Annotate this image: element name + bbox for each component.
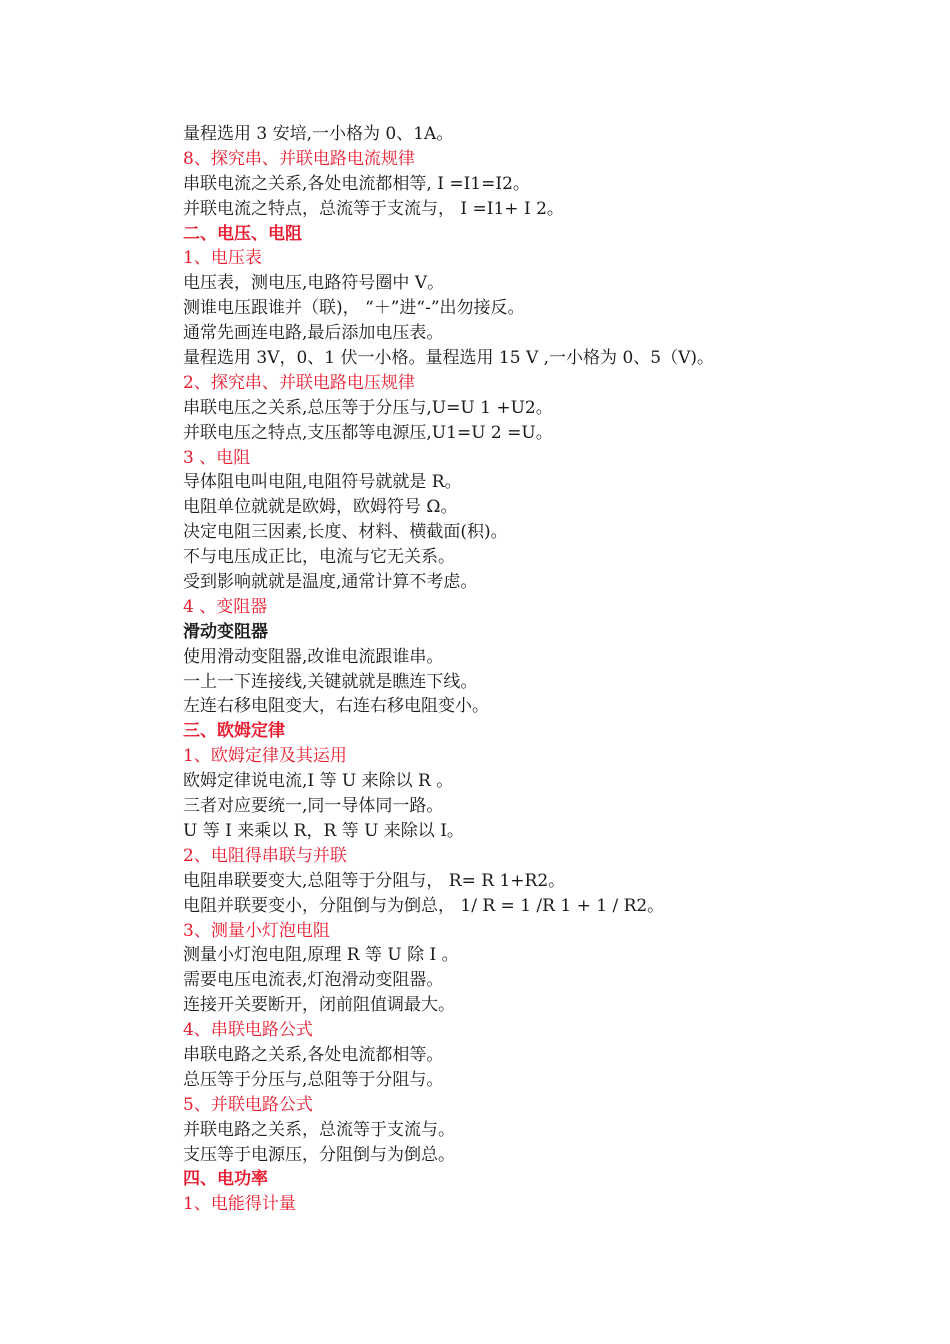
text-line: 量程选用 3 安培,一小格为 0、1A。 <box>183 124 454 144</box>
text-line: 电阻单位就就是欧姆，欧姆符号 Ω。 <box>183 497 458 518</box>
text-line: 串联电流之关系,各处电流都相等, I =I1=I2。 <box>183 173 530 194</box>
subsection-heading: 8、探究串、并联电路电流规律 <box>183 148 415 169</box>
text-line: 电阻并联要变小，分阻倒与为倒总， 1/ R = 1 /R 1 + 1 / R2。 <box>183 895 665 916</box>
text-line: 使用滑动变阻器,改谁电流跟谁串。 <box>183 646 444 667</box>
text-line: 不与电压成正比，电流与它无关系。 <box>183 547 455 568</box>
text-line: U 等 I 来乘以 R，R 等 U 来除以 I。 <box>183 820 464 841</box>
text-line: 通常先画连电路,最后添加电压表。 <box>183 323 444 344</box>
text-line: 总压等于分压与,总阻等于分阻与。 <box>183 1069 444 1090</box>
section-heading: 二、电压、电阻 <box>183 223 302 244</box>
subsection-heading: 2、电阻得串联与并联 <box>183 845 347 866</box>
text-line: 欧姆定律说电流,I 等 U 来除以 R 。 <box>183 771 454 792</box>
text-line: 三者对应要统一,同一导体同一路。 <box>183 796 444 817</box>
text-line: 电阻串联要变大,总阻等于分阻与， R= R 1+R2。 <box>183 870 566 891</box>
text-line: 测谁电压跟谁并（联)， “＋”进“-”出勿接反。 <box>183 298 525 319</box>
text-line: 量程选用 3V，0、1 伏一小格。量程选用 15 V ,一小格为 0、5（V)。 <box>183 348 714 369</box>
text-line: 需要电压电流表,灯泡滑动变阻器。 <box>183 970 444 991</box>
text-line: 电压表，测电压,电路符号圈中 V。 <box>183 273 445 294</box>
text-line: 串联电压之关系,总压等于分压与,U=U 1 +U2。 <box>183 397 553 418</box>
bold-heading: 滑动变阻器 <box>183 621 268 642</box>
text-line: 一上一下连接线,关键就就是瞧连下线。 <box>183 671 478 692</box>
text-line: 串联电路之关系,各处电流都相等。 <box>183 1044 444 1065</box>
subsection-heading: 3、测量小灯泡电阻 <box>183 920 330 941</box>
subsection-heading: 4 、变阻器 <box>183 596 268 617</box>
section-heading: 三、欧姆定律 <box>183 721 285 742</box>
subsection-heading: 4、串联电路公式 <box>183 1020 313 1041</box>
text-line: 并联电压之特点,支压都等电源压,U1=U 2 =U。 <box>183 422 553 443</box>
text-line: 导体阻电叫电阻,电阻符号就就是 R。 <box>183 472 462 493</box>
text-line: 测量小灯泡电阻,原理 R 等 U 除 I 。 <box>183 945 459 966</box>
text-line: 受到影响就就是温度,通常计算不考虑。 <box>183 572 478 593</box>
text-line: 并联电路之关系，总流等于支流与。 <box>183 1119 455 1140</box>
text-line: 并联电流之特点，总流等于支流与， I =I1+ I 2。 <box>183 198 564 219</box>
text-line: 决定电阻三因素,长度、材料、横截面(积)。 <box>183 522 508 543</box>
subsection-heading: 5、并联电路公式 <box>183 1094 313 1115</box>
text-line: 连接开关要断开，闭前阻值调最大。 <box>183 995 455 1016</box>
document-page <box>183 122 903 1217</box>
subsection-heading: 1、电压表 <box>183 248 262 269</box>
subsection-heading: 1、电能得计量 <box>183 1194 296 1215</box>
subsection-heading: 3 、电阻 <box>183 447 251 468</box>
section-heading: 四、电功率 <box>183 1169 268 1190</box>
text-line: 支压等于电源压，分阻倒与为倒总。 <box>183 1144 455 1165</box>
subsection-heading: 2、探究串、并联电路电压规律 <box>183 372 415 393</box>
subsection-heading: 1、欧姆定律及其运用 <box>183 746 347 767</box>
text-line: 左连右移电阻变大，右连右移电阻变小。 <box>183 696 489 717</box>
